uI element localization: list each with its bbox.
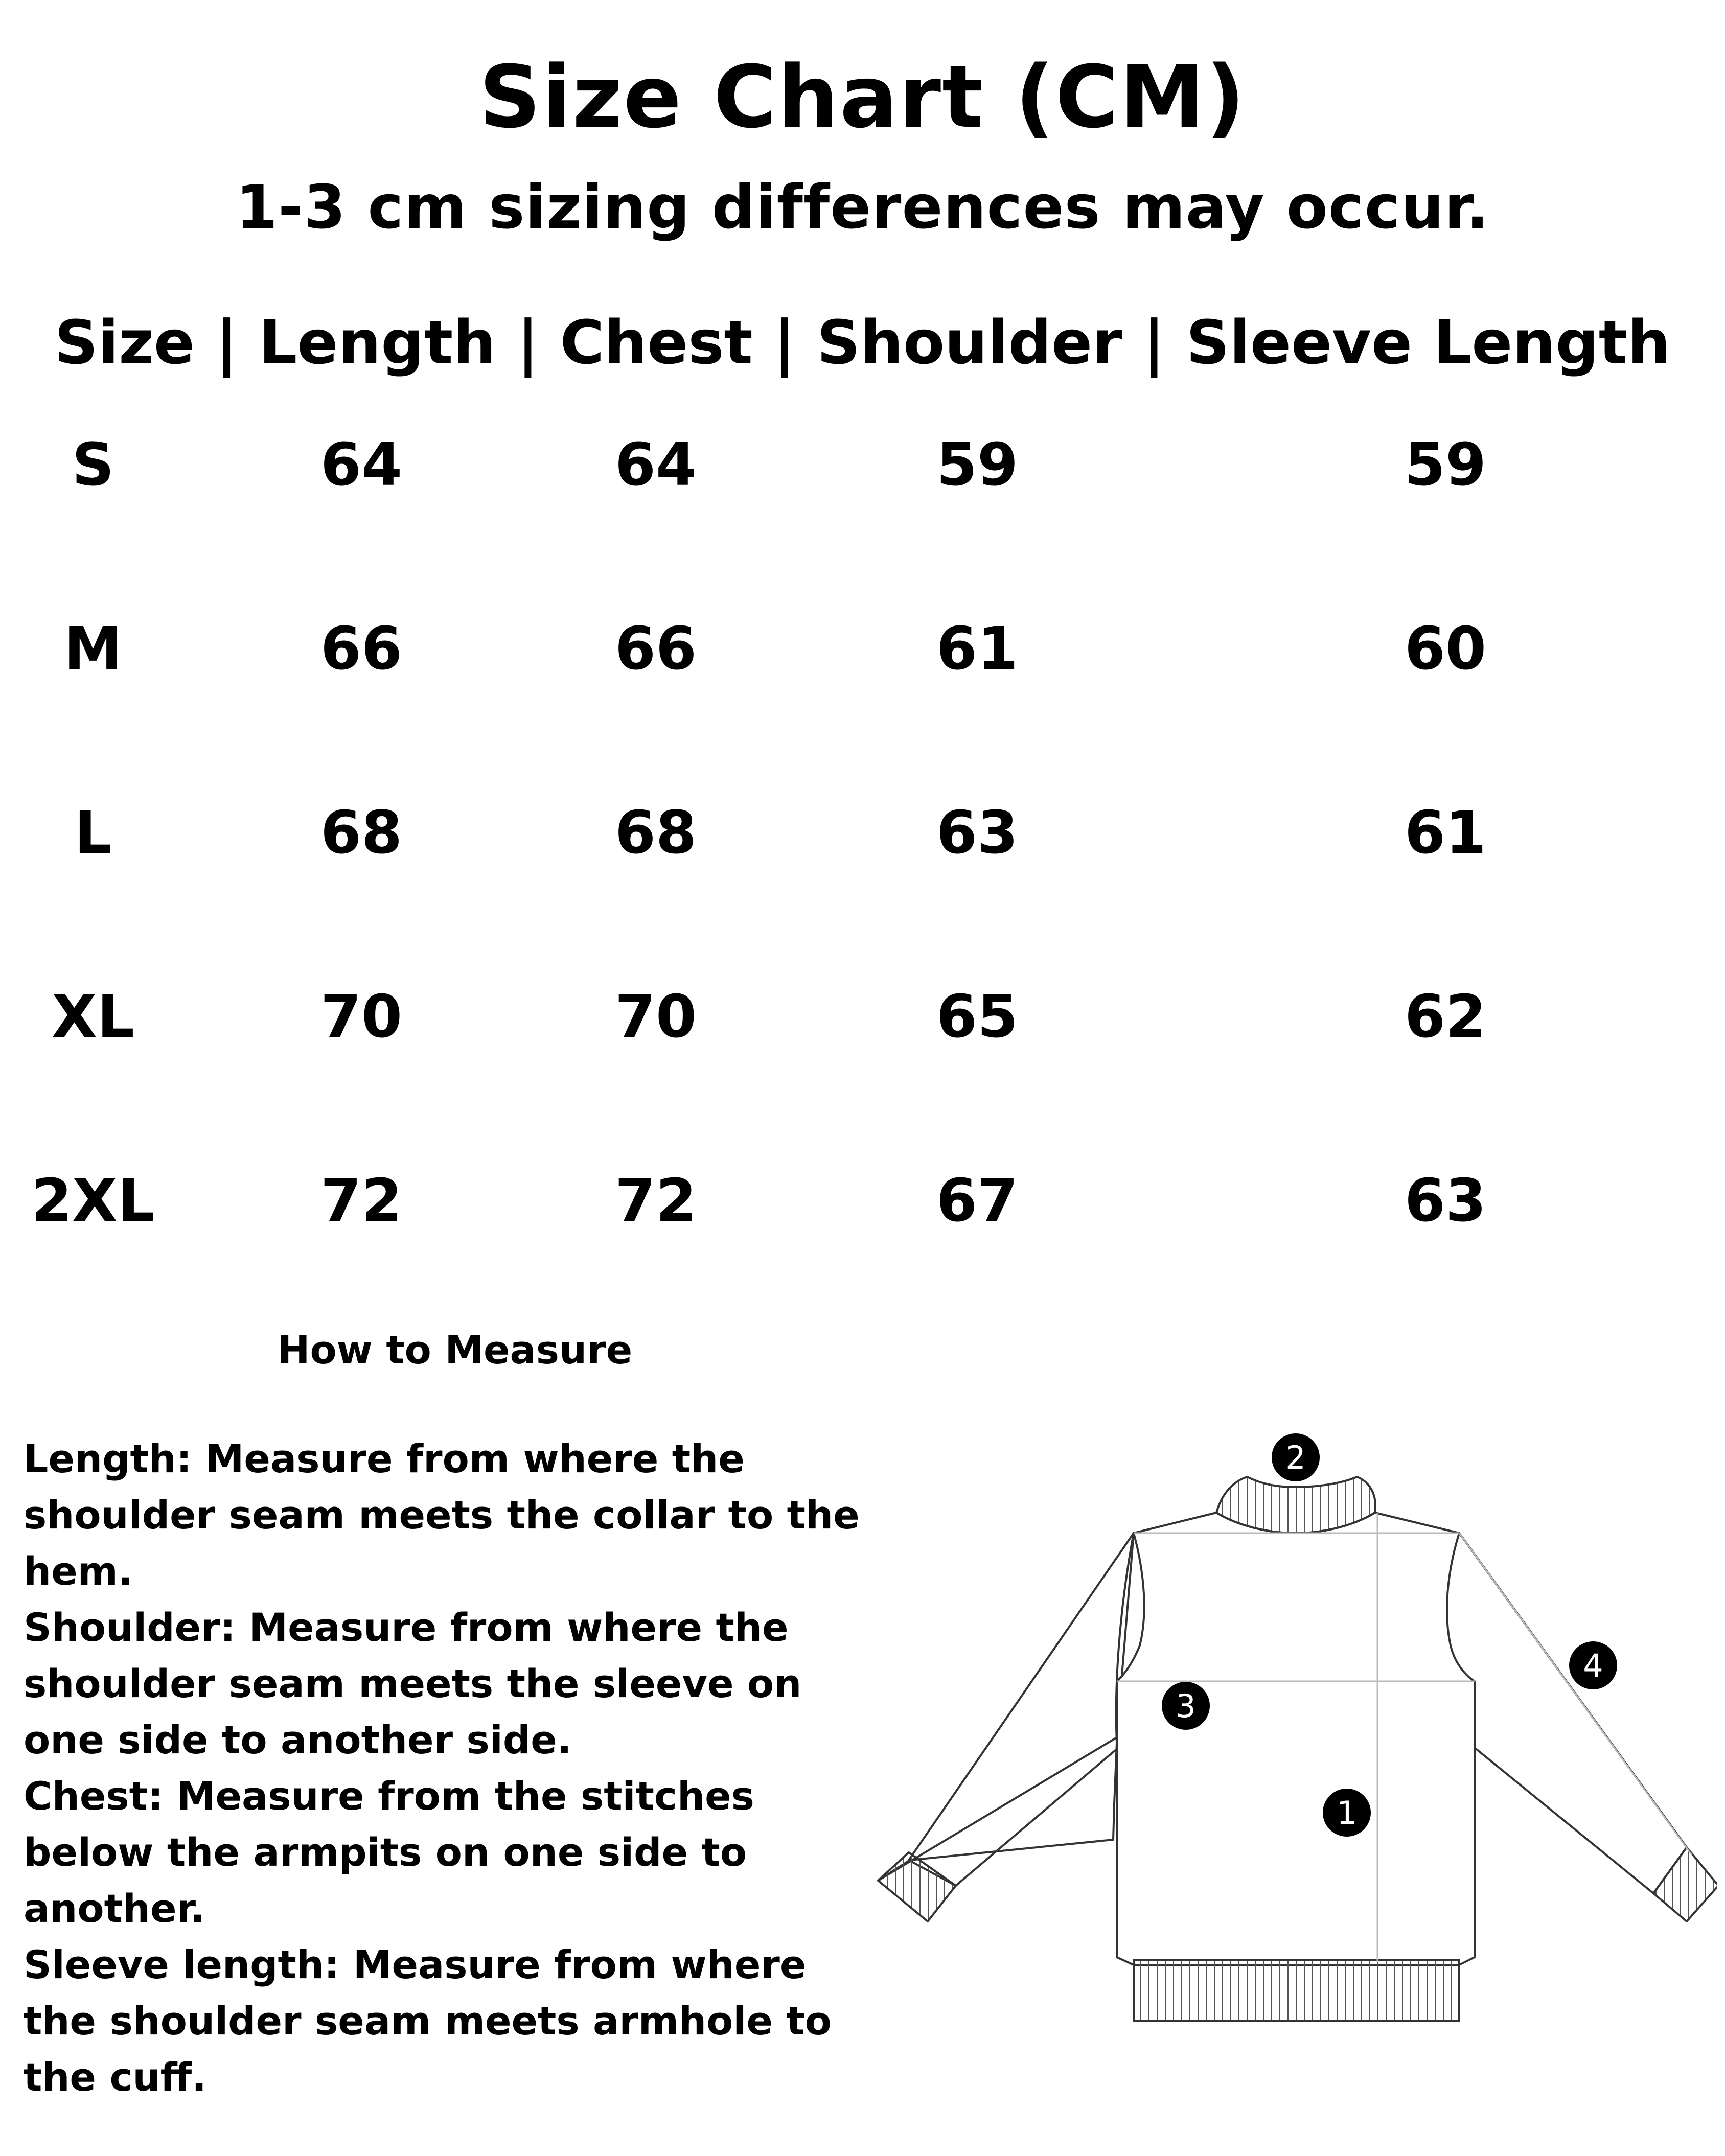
- left-cuff: [878, 1852, 956, 1921]
- shoulder-cell: 63: [936, 799, 1019, 867]
- size-cell: L: [74, 799, 112, 867]
- length-cell: 70: [320, 983, 403, 1051]
- right-sleeve: [1459, 1533, 1687, 1893]
- right-cuff: [1653, 1847, 1717, 1921]
- length-cell: 68: [320, 799, 403, 867]
- chest-cell: 64: [614, 431, 697, 499]
- instruction-line: another.: [24, 1886, 205, 1931]
- instruction-line: one side to another side.: [24, 1717, 572, 1763]
- instruction-line: shoulder seam meets the collar to the: [24, 1492, 860, 1538]
- page-title: Size Chart (CM): [479, 47, 1246, 147]
- instruction-line: shoulder seam meets the sleeve on: [24, 1661, 802, 1706]
- instruction-line: the shoulder seam meets armhole to: [24, 1998, 832, 2044]
- shoulder-cell: 61: [936, 615, 1019, 683]
- size-cell: XL: [52, 983, 134, 1051]
- size-cell: M: [63, 615, 123, 683]
- how-to-measure-title: How to Measure: [277, 1327, 633, 1373]
- chest-cell: 66: [614, 615, 697, 683]
- instruction-line: Length: Measure from where the: [24, 1436, 745, 1481]
- marker-label: 3: [1176, 1687, 1196, 1725]
- length-cell: 64: [320, 431, 403, 499]
- instruction-line: Shoulder: Measure from where the: [24, 1605, 789, 1650]
- sleeve-guide: [1459, 1533, 1692, 1855]
- left-sleeve: [878, 1533, 1134, 1881]
- sleeve-cell: 63: [1404, 1167, 1487, 1235]
- sleeve-cell: 60: [1404, 615, 1487, 683]
- chest-cell: 68: [614, 799, 697, 867]
- sleeve-cell: 62: [1404, 983, 1487, 1051]
- shoulder-cell: 67: [936, 1167, 1019, 1235]
- hem-band: [1134, 1960, 1459, 2021]
- instruction-line: Sleeve length: Measure from where: [24, 1942, 807, 1987]
- marker-label: 2: [1285, 1439, 1306, 1476]
- length-cell: 66: [320, 615, 403, 683]
- shoulder-cell: 59: [936, 431, 1019, 499]
- sleeve-cell: 59: [1404, 431, 1487, 499]
- instruction-line: below the armpits on one side to: [24, 1829, 747, 1875]
- marker-label: 1: [1337, 1794, 1357, 1832]
- sweater-body: [1117, 1513, 1475, 1965]
- sweater-diagram: [869, 1426, 1717, 2049]
- chest-cell: 70: [614, 983, 697, 1051]
- table-header: Size | Length | Chest | Shoulder | Sleeve Length: [54, 307, 1671, 378]
- measure-instructions: [24, 1431, 882, 2105]
- instruction-line: the cuff.: [24, 2054, 207, 2100]
- marker-label: 4: [1583, 1647, 1603, 1684]
- size-cell: S: [72, 431, 114, 499]
- length-cell: 72: [320, 1167, 403, 1235]
- size-cell: 2XL: [31, 1167, 155, 1235]
- instruction-line: hem.: [24, 1548, 133, 1594]
- shoulder-cell: 65: [936, 983, 1019, 1051]
- page-subtitle: 1-3 cm sizing differences may occur.: [236, 172, 1489, 242]
- collar: [1216, 1477, 1375, 1533]
- instruction-line: Chest: Measure from the stitches: [24, 1773, 754, 1819]
- sleeve-cell: 61: [1404, 799, 1487, 867]
- chest-cell: 72: [614, 1167, 697, 1235]
